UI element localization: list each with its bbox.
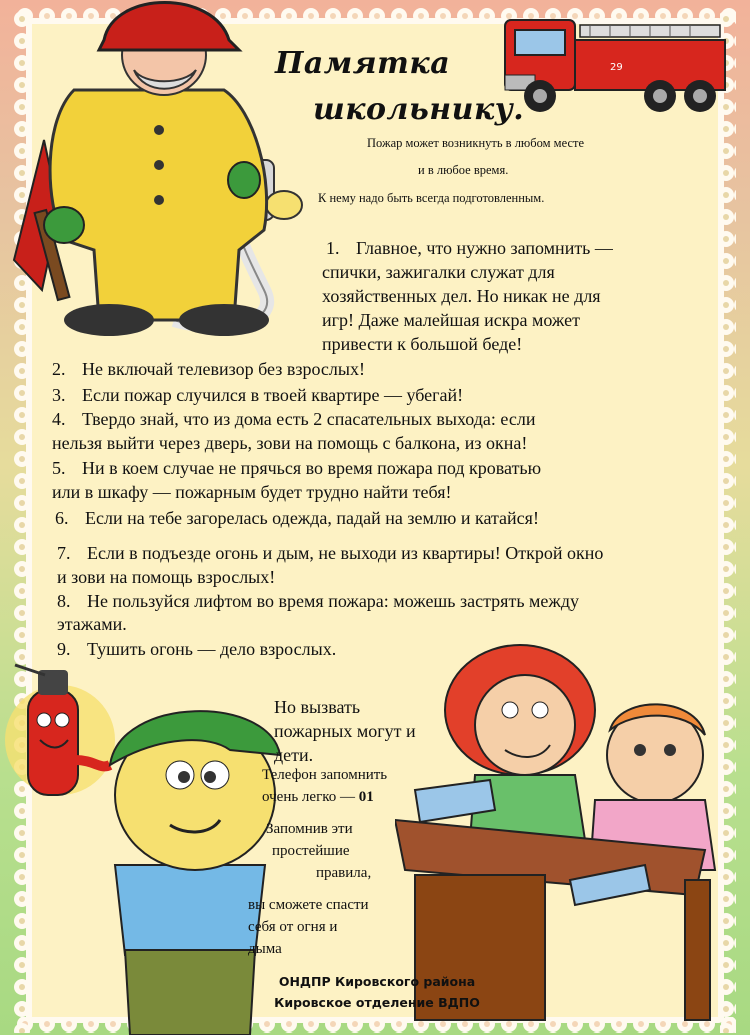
title-line-1: Памятка [275,46,451,81]
save-line-1: вы сможете спасти [248,897,369,913]
rule-8-line-1: Не пользуйся лифтом во время пожара: можешь застрять между [87,591,580,611]
callout-line-2: пожарных могут и [274,721,416,741]
title-line-2: школьнику. [313,92,525,127]
rule-7-number: 7. [57,543,71,563]
intro-line-1: Пожар может возникнуть в любом месте [367,136,585,150]
rule-5-line-2: или в шкафу — пожарным будет трудно найти тебя! [52,482,452,502]
rule-2 [52,358,365,380]
intro-line-3: К нему надо быть всегда подготовленным. [318,191,545,205]
rule-8-number: 8. [57,591,71,611]
footer-line-1: ОНДПР Кировского района [278,974,476,989]
rule-1-line-2: спички, зажигалки служат для [322,262,555,282]
rule-9-text: Тушить огонь — дело взрослых. [87,639,337,659]
rule-5-number: 5. [52,458,66,478]
rule-1-number: 1. [326,238,340,258]
rule-4-number: 4. [52,409,66,429]
rule-2-text: Не включай телевизор без взрослых! [82,359,365,379]
rule-8-line-2: этажами. [57,614,127,634]
callout-line-1: Но вызвать [274,697,361,717]
rule-1-line-1: Главное, что нужно запомнить — [356,238,613,258]
rule-6-number: 6. [55,508,69,528]
rule-3-text: Если пожар случился в твоей квартире — убегай! [82,385,464,405]
girls-at-desk-illustration [395,640,725,1030]
truck-badge: 29 [610,62,623,73]
save-line-3: дыма [248,941,282,957]
rule-2-number: 2. [52,359,66,379]
phone-line-1: Телефон запомнить [262,767,388,783]
remember-line-1: Запомнив эти [266,821,353,837]
intro-line-2: и в любое время. [418,163,509,177]
rule-9-number: 9. [57,639,71,659]
rule-1-line-3: хозяйственных дел. Но никак не для [322,286,601,306]
rule-3-number: 3. [52,385,66,405]
rule-5 [52,457,541,479]
rule-8 [57,590,579,612]
phone-line-2-prefix: очень легко — [262,789,359,805]
remember-line-2: простейшие [272,843,350,859]
rule-1-line-5: привести к большой беде! [322,334,523,354]
firefighter-illustration [4,0,309,345]
rule-3 [52,384,463,406]
rule-4-line-1: Твердо знай, что из дома есть 2 спасательных выхода: если [82,409,536,429]
rule-1-line-4: игр! Даже малейшая искра может [322,310,580,330]
emergency-number: 01 [358,789,374,805]
rule-7-line-2: и зови на помощь взрослых! [57,567,276,587]
rule-9 [57,638,336,660]
rule-4-line-2: нельзя выйти через дверь, зови на помощь с балкона, из окна! [52,433,528,453]
fire-truck-illustration [500,0,735,120]
rule-6-text: Если на тебе загорелась одежда, падай на землю и катайся! [85,508,539,528]
remember-line-3: правила, [316,865,372,881]
footer-line-2: Кировское отделение ВДПО [274,995,480,1010]
rule-7 [57,542,603,564]
phone-line-2 [262,788,374,807]
rule-6 [55,507,539,529]
save-line-2: себя от огня и [248,919,338,935]
rule-4 [52,408,535,430]
rule-7-line-1: Если в подъезде огонь и дым, не выходи из квартиры! Открой окно [87,543,604,563]
rule-1 [326,237,613,259]
rule-5-line-1: Ни в коем случае не прячься во время пожара под кроватью [82,458,542,478]
callout-line-3: дети. [274,745,314,765]
